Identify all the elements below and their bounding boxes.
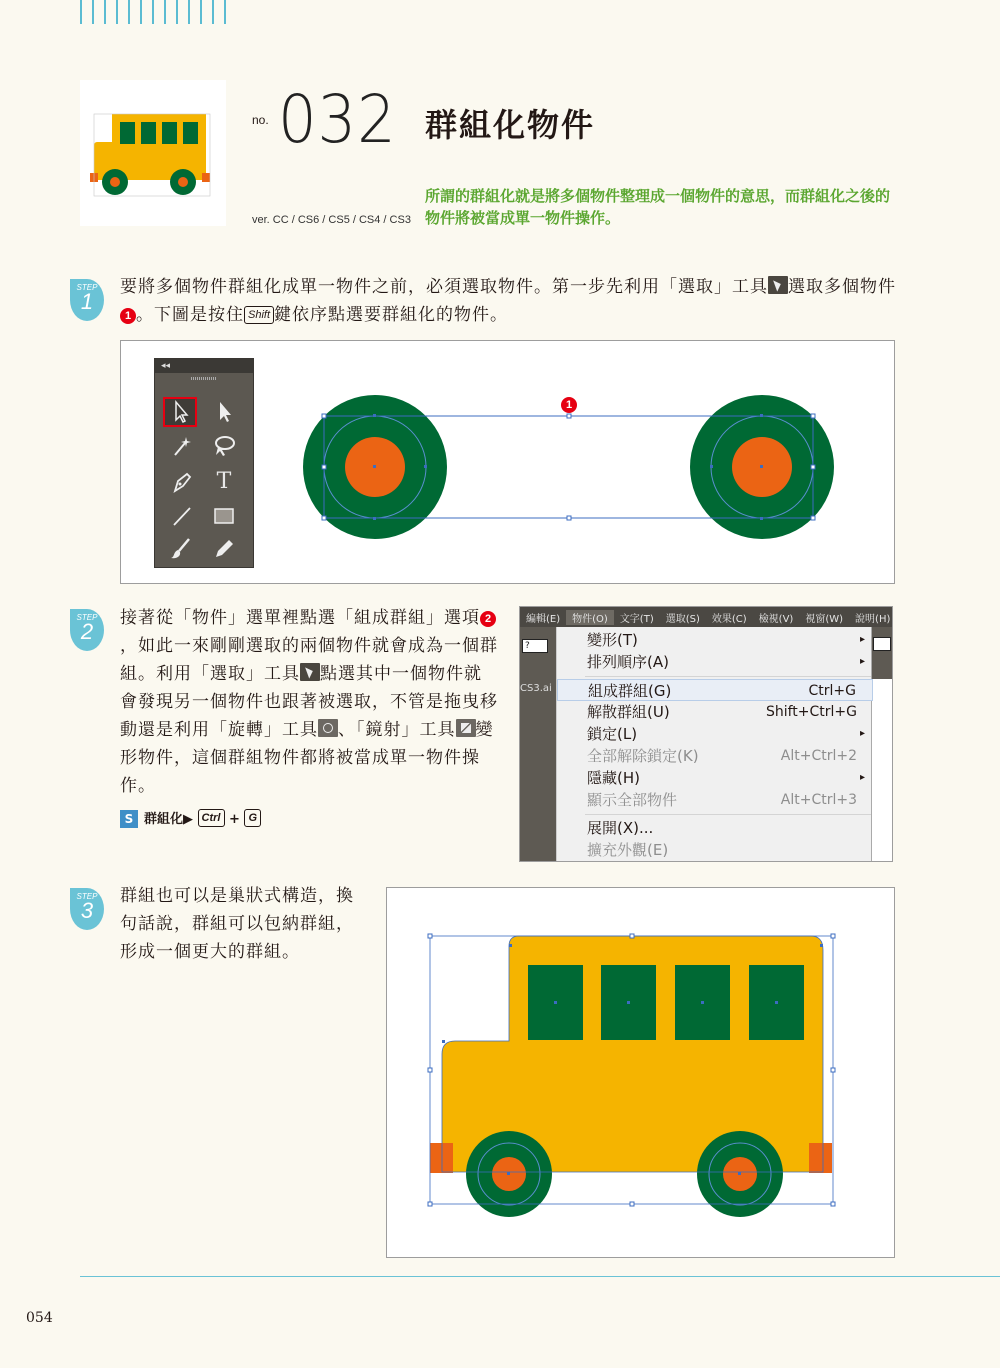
header-decoration (80, 0, 230, 26)
menu-view[interactable]: 檢視(V) (758, 613, 794, 625)
tools-panel: ◂◂ T (154, 358, 254, 568)
version-info: ver. CC / CS6 / CS5 / CS4 / CS3 (252, 214, 411, 226)
step-1-text: 要將多個物件群組化成單一物件之前，必須選取物件。第一步先利用「選取」工具 選取多個物件1 。下圖是按住 Shift 鍵依序點選要群組化的物件。 (120, 277, 896, 325)
page-title: 群組化物件 (425, 106, 596, 144)
figure-nested-group-bus (386, 887, 895, 1258)
wheels-artwork (121, 341, 896, 585)
figure-wheels-selection (120, 340, 895, 584)
shift-key: Shift (244, 306, 274, 324)
step-3-badge: STEP 3 (70, 888, 104, 930)
menu-item-group[interactable]: 組成群組(G) Ctrl+G (557, 679, 873, 701)
reflect-tool-icon (456, 719, 476, 737)
menu-item-unlock-all: 全部解除鎖定(K) Alt+Ctrl+2 (587, 747, 857, 765)
menu-item-expand-appearance: 擴充外觀(E) (587, 841, 669, 859)
menu-item-hide[interactable]: 隱藏(H) ▸ (587, 769, 865, 787)
menu-item-show-all: 顯示全部物件 Alt+Ctrl+3 (587, 791, 857, 809)
control-strip (520, 627, 556, 862)
g-key: G (244, 809, 261, 827)
menu-item-lock[interactable]: 鎖定(L) ▸ (587, 725, 865, 743)
submenu-arrow-icon: ▸ (859, 772, 865, 783)
footer-divider (80, 1276, 1000, 1277)
type-tool-icon[interactable]: T (216, 469, 232, 494)
step-2-text: 接著從「物件」選單裡點選「組成群組」選項 2，如此一來剛剛選取的兩個物件就會成為一個群組。利用「選取」工具 點選其中一個物件就會發現另一個物件也跟著被選取，不管是拖曳移動還是利用「旋轉」工具 、「鏡射」工具 變形物件，這個群組物件都將被當成單一物件操作。 (120, 608, 498, 796)
menu-item-arrange[interactable]: 排列順序(A) ▸ (587, 653, 865, 671)
menu-object[interactable]: 物件(O) (566, 610, 614, 625)
number-prefix: no. (252, 113, 269, 127)
bus-artwork (387, 888, 896, 1259)
dropdown-box[interactable] (873, 637, 891, 651)
step-2-badge: STEP 2 (70, 609, 104, 651)
menu-item-expand[interactable]: 展開(X)... (587, 819, 654, 837)
menu-bar (520, 607, 893, 627)
marker-1-icon: 1 (561, 397, 577, 413)
object-menu-screenshot (519, 606, 893, 862)
page-number: 054 (26, 1310, 53, 1326)
control-strip-right (872, 627, 893, 679)
menu-item-transform[interactable]: 變形(T) ▸ (587, 631, 865, 649)
step-1-badge: STEP 1 (70, 279, 104, 321)
menu-help[interactable]: 說明(H) (855, 613, 891, 625)
submenu-arrow-icon: ▸ (859, 728, 865, 739)
help-box[interactable]: ? (522, 639, 548, 653)
menu-type[interactable]: 文字(T) (619, 613, 654, 625)
menu-window[interactable]: 視窗(W) (805, 613, 844, 625)
bus-thumbnail (80, 80, 226, 226)
submenu-arrow-icon: ▸ (859, 656, 865, 667)
rotate-tool-icon (318, 719, 338, 737)
marker-2-icon: 2 (480, 611, 496, 627)
document-tab[interactable]: CS3.ai (520, 683, 552, 694)
menu-item-ungroup[interactable]: 解散群組(U) Shift+Ctrl+G (587, 703, 857, 721)
section-number: 032 (278, 81, 397, 158)
selection-tool-icon (300, 663, 320, 681)
intro-text: 所謂的群組化就是將多個物件整理成一個物件的意思，而群組化之後的物件將被當成單一物件操作。 (425, 187, 891, 227)
selection-tool-icon (768, 276, 788, 294)
object-dropdown-menu (556, 627, 872, 862)
shortcut-badge: S (120, 810, 138, 828)
step-3-text: 群組也可以是巢狀式構造，換句話說，群組可以包納群組，形成一個更大的群組。 (120, 886, 354, 962)
marker-1-icon: 1 (120, 308, 136, 324)
submenu-arrow-icon: ▸ (859, 634, 865, 645)
menu-edit[interactable]: 編輯(E) (526, 613, 561, 625)
menu-effect[interactable]: 效果(C) (711, 613, 747, 625)
menu-select[interactable]: 選取(S) (665, 613, 700, 625)
shortcut-hint: S 群組化▶ Ctrl + G (120, 808, 261, 828)
ctrl-key: Ctrl (198, 809, 225, 827)
